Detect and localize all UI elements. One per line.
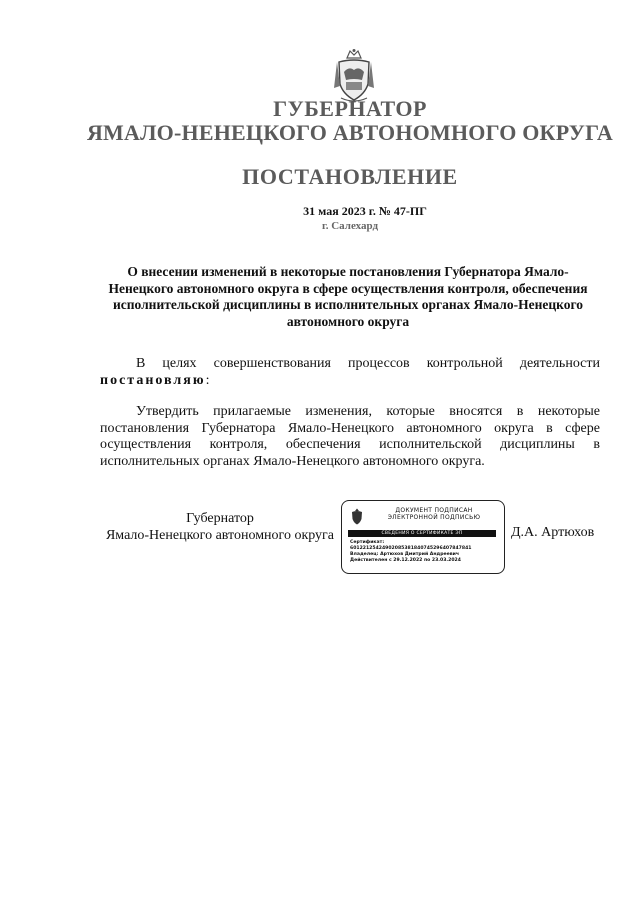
stamp-emblem-icon xyxy=(350,508,364,525)
document-city: г. Салехард xyxy=(321,220,379,232)
document-subject: О внесении изменений в некоторые постановления Губернатора Ямало-Ненецкого автономного округа в сфере осуществления контроля, обеспечения исполнительской дисциплины в исполнительных органах Ямало-Ненецкого автономного округа xyxy=(108,264,588,329)
stamp-heading xyxy=(368,507,500,521)
header-governor: ГУБЕРНАТОР xyxy=(273,96,427,121)
header-region: ЯМАЛО-НЕНЕЦКОГО АВТОНОМНОГО ОКРУГА xyxy=(86,120,614,145)
signatory-title xyxy=(100,510,340,544)
stamp-cert-number: 60122125424902085381840745296407847841 xyxy=(350,546,472,551)
stamp-heading-line2: ЭЛЕКТРОННОЙ ПОДПИСЬЮ xyxy=(387,514,481,521)
signatory-name: Д.А. Артюхов xyxy=(511,525,595,540)
paragraph-preamble xyxy=(100,356,600,389)
electronic-signature-stamp xyxy=(341,500,505,574)
stamp-cert-label: Сертификат: xyxy=(350,540,385,545)
document-date-number: 31 мая 2023 г. № 47-ПГ xyxy=(303,204,427,218)
paragraph-resolution: Утвердить прилагаемые изменения, которые вносятся в некоторые постановления Губернатора Ямало-Ненецкого автономного округа в сфере осуществления контроля, обеспечения исполнительской дисциплины в исполнительных органах Ямало-Ненецкого автономного округа. xyxy=(100,404,600,469)
signatory-title-line2: Ямало-Ненецкого автономного округа xyxy=(105,528,335,543)
signatory-title-line1: Губернатор xyxy=(186,511,254,526)
decree-word: постановляю xyxy=(100,372,206,388)
stamp-validity: Действителен с 29.12.2022 по 23.03.2024 xyxy=(350,558,461,563)
stamp-owner: Владелец: Артюхов Дмитрий Андреевич xyxy=(350,552,460,557)
stamp-heading-line1: ДОКУМЕНТ ПОДПИСАН xyxy=(395,507,473,514)
document-type: ПОСТАНОВЛЕНИЕ xyxy=(242,164,458,189)
preamble-text: В целях совершенствования процессов контрольной деятельности xyxy=(136,356,600,371)
stamp-cert-details xyxy=(350,540,471,564)
preamble-end: : xyxy=(205,372,210,388)
stamp-cert-bar: СВЕДЕНИЯ О СЕРТИФИКАТЕ ЭП xyxy=(348,530,496,537)
